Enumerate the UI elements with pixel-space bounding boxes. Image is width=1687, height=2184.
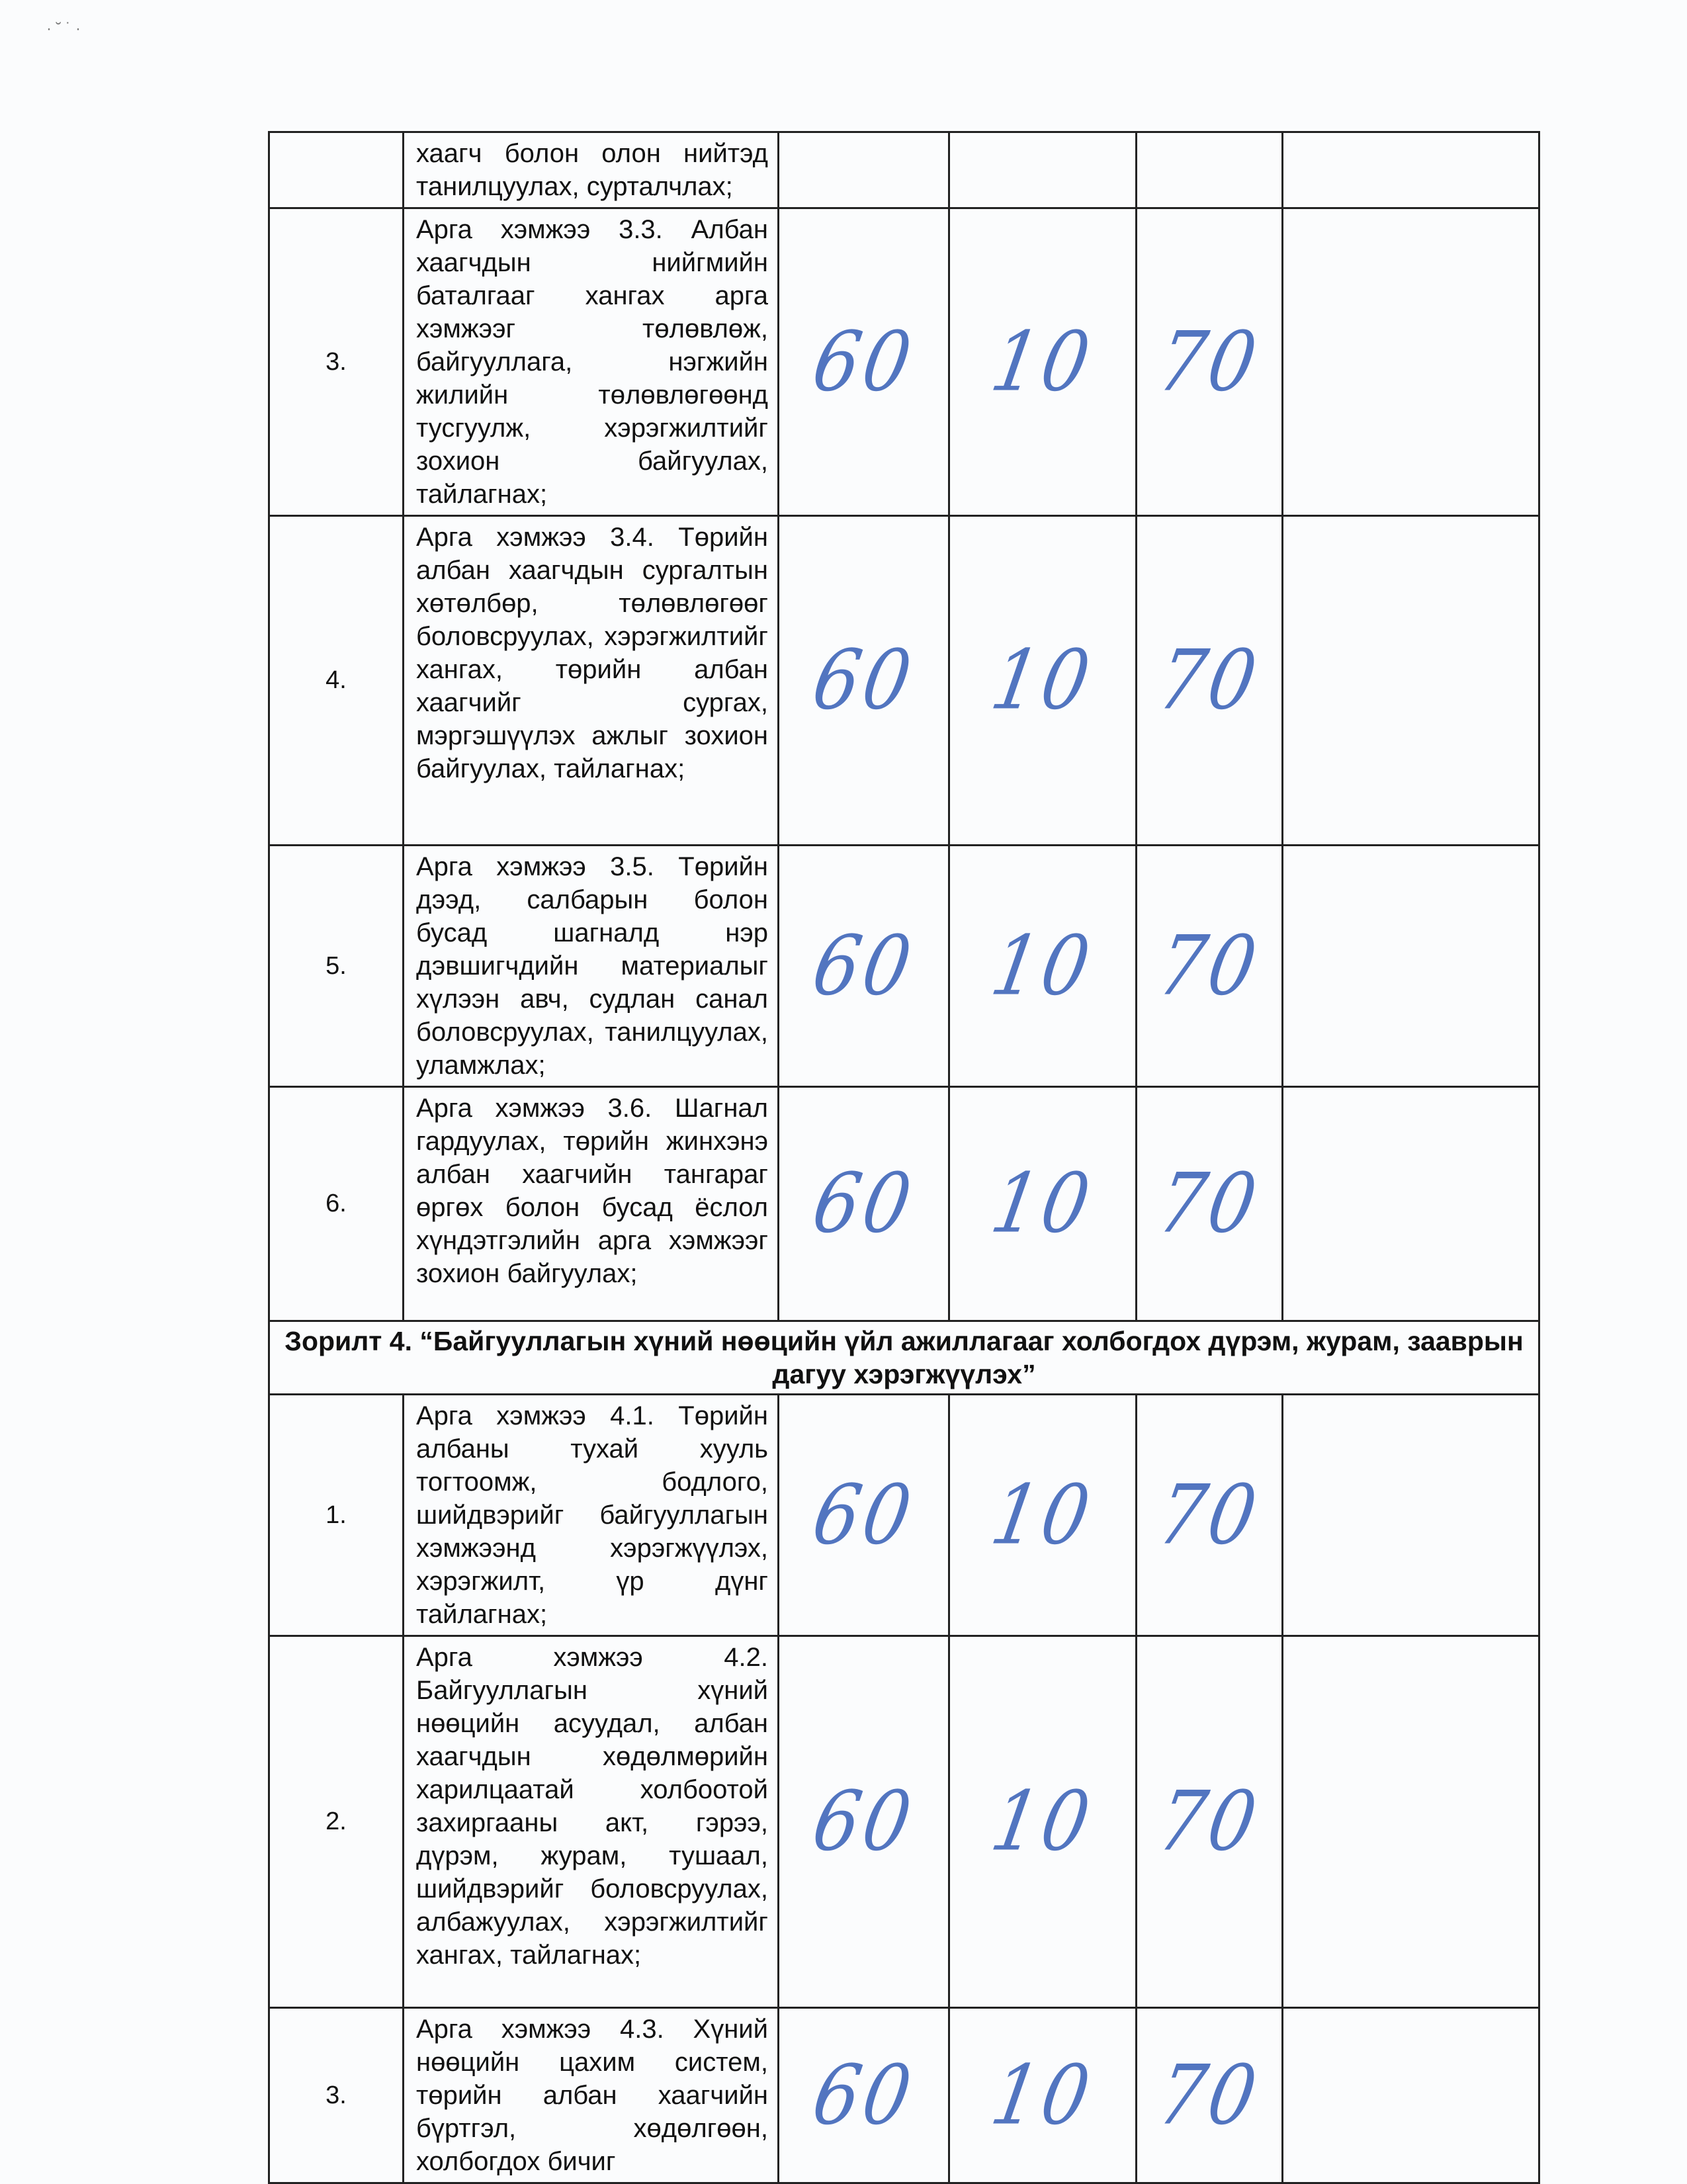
handwritten-score-a: 60: [779, 208, 949, 516]
action-plan-table: [268, 131, 1540, 2184]
notes-cell: [1283, 846, 1539, 1087]
handwritten-score-b: 10: [949, 846, 1137, 1087]
table-row: [269, 132, 1539, 208]
handwritten-score-a: 60: [779, 1087, 949, 1321]
handwritten-score-a: 60: [779, 1636, 949, 2008]
notes-cell: [1283, 1636, 1539, 2008]
handwritten-score-a: 60: [779, 1395, 949, 1636]
table-row: [269, 846, 1539, 1087]
description-cell: Арга хэмжээ 3.5. Төрийн дээд, салбарын болон бусад шагналд нэр дэвшигчдийн материалыг хүлээн авч, судлан санал боловсруулах, танилцуулах, уламжлах;: [404, 846, 779, 1087]
description-cell: Арга хэмжээ 4.1. Төрийн албаны тухай хууль тогтоомж, бодлого, шийдвэрийг байгууллагын хэмжээнд хэрэгжүүлэх, хэрэгжилт, үр дүнг тайлагнах;: [404, 1395, 779, 1636]
table-row: [269, 516, 1539, 846]
notes-cell: [1283, 516, 1539, 846]
description-cell: Арга хэмжээ 3.6. Шагнал гардуулах, төрийн жинхэнэ албан хаагчийн тангараг өргөх болон бусад ёслол хүндэтгэлийн арга хэмжээг зохион байгуулах;: [404, 1087, 779, 1321]
notes-cell: [1283, 1087, 1539, 1321]
description-cell: Арга хэмжээ 4.3. Хүний нөөцийн цахим систем, төрийн албан хаагчийн бүртгэл, хөдөлгөөн, холбогдох бичиг: [404, 2008, 779, 2183]
goal-4-heading: Зорилт 4. “Байгууллагын хүний нөөцийн үйл ажиллагааг холбогдох дүрэм, журам, зааврын дагуу хэрэгжүүлэх”: [269, 1321, 1539, 1395]
handwritten-score-b: 10: [949, 516, 1137, 846]
row-number: 5.: [269, 846, 404, 1087]
notes-cell: [1283, 1395, 1539, 1636]
handwritten-score-c: 70: [1137, 846, 1283, 1087]
handwritten-score-c: 70: [1137, 1087, 1283, 1321]
handwritten-score-a: 60: [779, 516, 949, 846]
row-number: 3.: [269, 2008, 404, 2183]
handwritten-score-a: 60: [779, 846, 949, 1087]
goal-header-row: [269, 1321, 1539, 1395]
description-cell: Арга хэмжээ 4.2. Байгууллагын хүний нөөцийн асуудал, албан хаагчдын хөдөлмөрийн харилцаатай холбоотой захиргааны акт, гэрээ, дүрэм, журам, тушаал, шийдвэрийг боловсруулах, албажуулах, хэрэгжилтийг хангах, тайлагнах;: [404, 1636, 779, 2008]
handwritten-score-b: 10: [949, 1395, 1137, 1636]
table-row: [269, 1395, 1539, 1636]
description-cell: хаагч болон олон нийтэд танилцуулах, сурталчлах;: [404, 132, 779, 208]
row-number: 4.: [269, 516, 404, 846]
handwritten-score-c: 70: [1137, 516, 1283, 846]
table-row: [269, 1636, 1539, 2008]
handwritten-score-c: 70: [1137, 2008, 1283, 2183]
row-number: 6.: [269, 1087, 404, 1321]
handwritten-score-b: 10: [949, 208, 1137, 516]
handwritten-score-a: 60: [779, 2008, 949, 2183]
handwritten-score-b: 10: [949, 2008, 1137, 2183]
description-cell: Арга хэмжээ 3.4. Төрийн албан хаагчдын сургалтын хөтөлбөр, төлөвлөгөөг боловсруулах, хэрэгжилтийг хангах, төрийн албан хаагчийг сургах, мэргэшүүлэх ажлыг зохион байгуулах, тайлагнах;: [404, 516, 779, 846]
scan-specks: · ˘ ˙ ·: [46, 20, 81, 38]
handwritten-score-b: 10: [949, 1087, 1137, 1321]
notes-cell: [1283, 2008, 1539, 2183]
table-row: [269, 208, 1539, 516]
notes-cell: [1283, 208, 1539, 516]
row-number: 3.: [269, 208, 404, 516]
row-number: 2.: [269, 1636, 404, 2008]
score-cell: [1137, 132, 1283, 208]
handwritten-score-c: 70: [1137, 1395, 1283, 1636]
row-number: 1.: [269, 1395, 404, 1636]
score-cell: [949, 132, 1137, 208]
handwritten-score-c: 70: [1137, 1636, 1283, 2008]
handwritten-score-c: 70: [1137, 208, 1283, 516]
score-cell: [779, 132, 949, 208]
table-row: [269, 2008, 1539, 2183]
handwritten-score-b: 10: [949, 1636, 1137, 2008]
notes-cell: [1283, 132, 1539, 208]
description-cell: Арга хэмжээ 3.3. Албан хаагчдын нийгмийн баталгааг хангах арга хэмжээг төлөвлөж, байгууллага, нэгжийн жилийн төлөвлөгөөнд тусгуулж, хэрэгжилтийг зохион байгуулах, тайлагнах;: [404, 208, 779, 516]
number-cell: [269, 132, 404, 208]
table-row: [269, 1087, 1539, 1321]
